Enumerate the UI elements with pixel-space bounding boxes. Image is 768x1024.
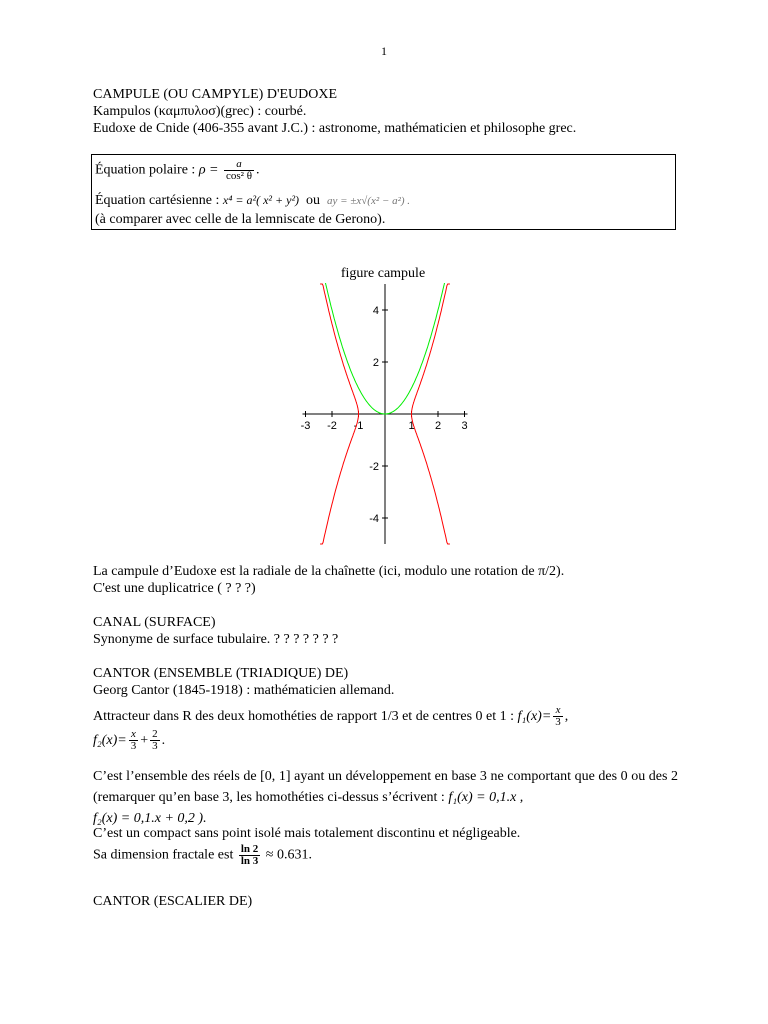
ensemble-paragraph: C’est l’ensemble des réels de [0, 1] ayant un développement en base 3 ne comportant que des 0 ou des 2 (remarquer qu’en base 3, les homothéties ci-dessus s’écrivent : f₁(x) = 0,1.x , f₂(x) = 0,1.x + 0,2 ). xyxy=(93,769,678,826)
escalier-title: CANTOR (ESCALIER DE) xyxy=(93,894,253,909)
campule-branch xyxy=(412,284,450,414)
cantor-title: CANTOR (ENSEMBLE (TRIADIQUE) DE) xyxy=(93,666,349,681)
canal-title: CANAL (SURFACE) xyxy=(93,615,216,630)
figure-title: figure campule xyxy=(340,266,426,281)
campule-branch xyxy=(320,284,358,414)
x-tick-label: 2 xyxy=(434,420,442,432)
greek-word: καμπυλοσ xyxy=(158,104,216,119)
eudoxe-bio: Eudoxe de Cnide (406-355 avant J.C.) : astronome, mathématicien et philosophe grec. xyxy=(93,121,577,136)
radiale-text: La campule d’Eudoxe est la radiale de la chaînette (ici, modulo une rotation de π/2). xyxy=(93,564,565,579)
campule-header xyxy=(93,86,678,137)
attracteur-paragraph: Attracteur dans R des deux homothéties de rapport 1/3 et de centres 0 et 1 : f₁(x)= $\frac{x}{3}$ , f₂(x)= $\frac{x}{3}$ + $\frac{2}{3}$ . xyxy=(93,704,569,753)
y-tick-label: 4 xyxy=(372,305,379,317)
canal-section xyxy=(93,614,678,648)
y-tick-label: -4 xyxy=(369,513,379,525)
y-tick-label: -2 xyxy=(369,461,379,473)
equation-box xyxy=(91,154,676,230)
campule-notes xyxy=(93,563,678,597)
page-number: 1 xyxy=(381,44,387,58)
campule-branch xyxy=(412,414,450,544)
compare-note: (à comparer avec celle de la lemniscate de Gerono). xyxy=(95,212,386,227)
dimension-line: Sa dimension fractale est $\frac{\ln 2}{\ln 3}$ ≈ 0.631. xyxy=(93,843,312,867)
duplicatrice-text: C'est une duplicatrice ( ? ? ?) xyxy=(93,581,256,596)
cartesian-equation: Équation cartésienne : x⁴ = a²( x² + y²) ou ay = ±x√(x² − a²) . xyxy=(95,193,411,208)
georg-cantor: Georg Cantor (1845-1918) : mathématicien allemand. xyxy=(93,683,395,698)
x-tick-label: -2 xyxy=(327,420,337,432)
campule-branch xyxy=(320,414,358,544)
campule-chart xyxy=(288,283,488,548)
x-tick-label: 3 xyxy=(461,420,468,432)
etymology: Kampulos (καμπυλοσ)(grec) : courbé. xyxy=(93,104,307,119)
x-tick-label: -1 xyxy=(353,420,364,432)
cantor-section xyxy=(93,665,678,699)
x-tick-label: -3 xyxy=(300,420,311,432)
x-tick-label: 1 xyxy=(408,420,415,432)
polar-equation: Équation polaire : ρ = $\frac{a}{\text{cos² θ}}$ . xyxy=(95,158,260,182)
canal-text: Synonyme de surface tubulaire. ? ? ? ? ? ? ? xyxy=(93,632,339,647)
y-tick-label: 2 xyxy=(372,357,379,369)
campule-title: CAMPULE (OU CAMPYLE) D'EUDOXE xyxy=(93,87,338,102)
compact-text: C’est un compact sans point isolé mais totalement discontinu et négligeable. xyxy=(93,826,521,841)
